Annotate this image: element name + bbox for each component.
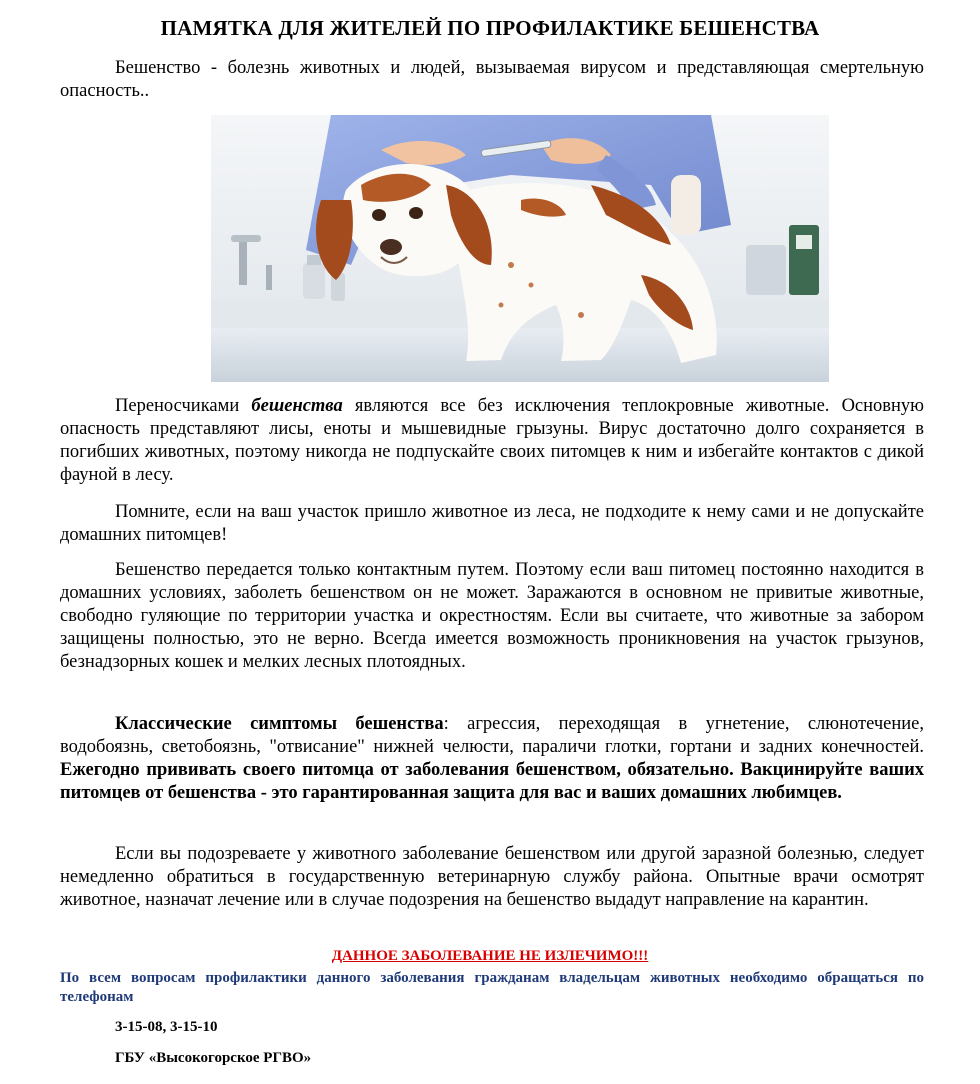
contact-notice: По всем вопросам профилактики данного заболевания гражданам владельцам животных необходимо обращаться по телефонам — [60, 970, 924, 1005]
carriers-post: являются все без исключения теплокровные животные. Основную опасность представляют лисы, еноты и мышевидные грызуны. Вирус достаточно долго сохраняется в погибших животных, поэтому никогда не подпускайте своих питомцев к ним и избегайте контактов с дикой фауной в лесу. — [60, 396, 924, 485]
incurable-warning: ДАННОЕ ЗАБОЛЕВАНИЕ НЕ ИЗЛЕЧИМО!!! — [331, 948, 649, 964]
symptoms-text: : агрессия, переходящая в угнетение, слюнотечение, водобоязнь, светобоязнь, "отвисание" нижней челюсти, параличи глотки, гортани и задних конечностей. — [60, 714, 924, 757]
symptoms-paragraph — [60, 713, 924, 805]
phone-numbers: 3-15-08, 3-15-10 — [115, 1019, 218, 1035]
suspicion-paragraph: Если вы подозреваете у животного заболевание бешенством или другой заразной болезнью, следует немедленно обратиться в государственную ветеринарную службу района. Опытные врачи осмотрят животное, назначат лечение или в случае подозрения на бешенство выдадут направление на карантин. — [60, 844, 924, 910]
symptoms-label: Классические симптомы бешенства — [115, 714, 444, 734]
remember-paragraph: Помните, если на ваш участок пришло животное из леса, не подходите к нему сами и не допускайте домашних питомцев! — [60, 502, 924, 545]
intro-paragraph: Бешенство - болезнь животных и людей, вызываемая вирусом и представляющая смертельную опасность.. — [60, 58, 924, 101]
vaccination-advice: Ежегодно прививать своего питомца от заболевания бешенством, обязательно. Вакцинируйте ваших питомцев от бешенства - это гарантированная защита для вас и ваших домашних любимцев. — [60, 760, 924, 803]
vet-dog-photo — [211, 115, 829, 382]
page-title: ПАМЯТКА ДЛЯ ЖИТЕЛЕЙ ПО ПРОФИЛАКТИКЕ БЕШЕНСТВА — [160, 16, 820, 40]
transmission-paragraph: Бешенство передается только контактным путем. Поэтому если ваш питомец постоянно находится в домашних условиях, заболеть бешенством он не может. Заражаются в основном не привитые животные, свободно гуляющие по территории участка и окрестностям. Если вы считаете, что животные за забором защищены полностью, это не верно. Всегда имеется возможность проникновения на участок грызунов, безнадзорных кошек и мелких лесных плотоядных. — [60, 560, 924, 672]
carriers-pre: Переносчиками — [115, 396, 252, 416]
carriers-paragraph — [60, 395, 924, 487]
carriers-emphasis: бешенства — [251, 396, 343, 416]
organization-name: ГБУ «Высокогорское РГВО» — [115, 1050, 312, 1066]
